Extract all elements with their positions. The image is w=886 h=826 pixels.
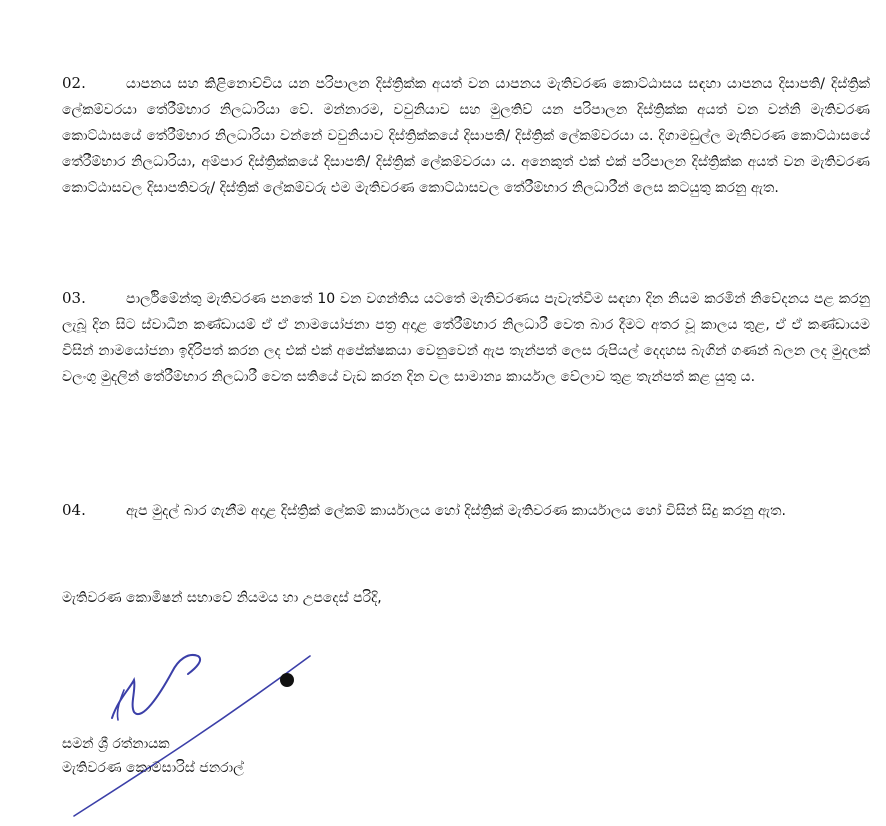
signature-stroke-hook (117, 690, 124, 720)
signatory-name: සමන් ශ්‍රී රත්නායක (62, 736, 170, 752)
paragraph-number: 02. (62, 74, 86, 92)
paragraph-text: ඇප මුදල් බාර ගැනීම අදාළ දිස්ත්‍රික් ලේකම් කාර්යාලය හෝ දිස්ත්‍රික් මැතිවරණ කාර්යාලය හෝ විසින් සිදු කරනු ඇත. (126, 503, 786, 519)
paragraph-text: පාර්ලිමේන්තු මැතිවරණ පනතේ 10 වන වගන්තිය යටතේ මැතිවරණය පැවැත්වීම සඳහා දින නියම කරමින් නිවේදනය පළ කරනු ලැබූ දින සිට ස්වාධීන කණ්ඩායම් ඒ ඒ නාමයෝජනා පත්‍ර අදාළ තේරීම්භාර නිලධාරී වෙත බාර දීමට අතර වූ කාලය තුළ, ඒ ඒ කණ්ඩායම විසින් නාමයෝජනා ඉදිරිපත් කරන ලද එක් එක් අපේක්ෂකයා වෙනුවෙන් ඇප තැන්පත් ලෙස රුපියල් දෙදහස බැගින් ගණන් බලන ලද මුදලක් වලංගු මුදලින් තේරීම්භාර නිලධාරී වෙත සතියේ වැඩ කරන දින වල සාමාන්‍ය කාර්යාල වේලාව තුළ තැන්පත් කළ යුතු ය. (62, 291, 870, 385)
signature-dot (280, 673, 294, 687)
paragraph-number: 03. (62, 289, 86, 307)
signatory-block (62, 732, 244, 780)
closing-line: මැතිවරණ කොමිෂන් සභාවේ නියමය හා උපදෙස් පරිදි, (62, 590, 382, 606)
signature-stroke-loop (112, 655, 200, 718)
paragraph-03 (62, 285, 870, 390)
paragraph-04 (62, 497, 870, 524)
signatory-title: මැතිවරණ කොමසාරිස් ජනරාල් (62, 760, 244, 776)
paragraph-02 (62, 70, 870, 201)
paragraph-number: 04. (62, 501, 86, 519)
signature-image (60, 630, 320, 820)
paragraph-text: යාපනය සහ කිළිනොච්චිය යන පරිපාලන දිස්ත්‍රික්ක අයත් වන යාපනය මැතිවරණ කොට්ඨාසය සඳහා යාපනය දිසාපති/ දිස්ත්‍රික් ලේකම්වරයා තේරීම්භාර නිලධාරියා වේ. මන්නාරම, වවුනියාව සහ මුලතිව් යන පරිපාලන දිස්ත්‍රික්ක අයත් වන වන්නි මැතිවරණ කොට්ඨාසයේ තේරීම්භාර නිලධාරියා වන්නේ වවුනියාව දිස්ත්‍රික්කයේ දිසාපති/ දිස්ත්‍රික් ලේකම්වරයා ය. දිගාමඩුල්ල මැතිවරණ කොට්ඨාසයේ තේරීම්භාර නිලධාරියා, අම්පාර දිස්ත්‍රික්කයේ දිසාපති/ දිස්ත්‍රික් ලේකම්වරයා ය. අනෙකුත් එක් එක් පරිපාලන දිස්ත්‍රික්ක අයත් වන මැතිවරණ කොට්ඨාසවල දිසාපතිවරු/ දිස්ත්‍රික් ලේකම්වරු එම මැතිවරණ කොට්ඨාසවල තේරීම්භාර නිලධාරීන් ලෙස කටයුතු කරනු ඇත. (62, 76, 870, 196)
